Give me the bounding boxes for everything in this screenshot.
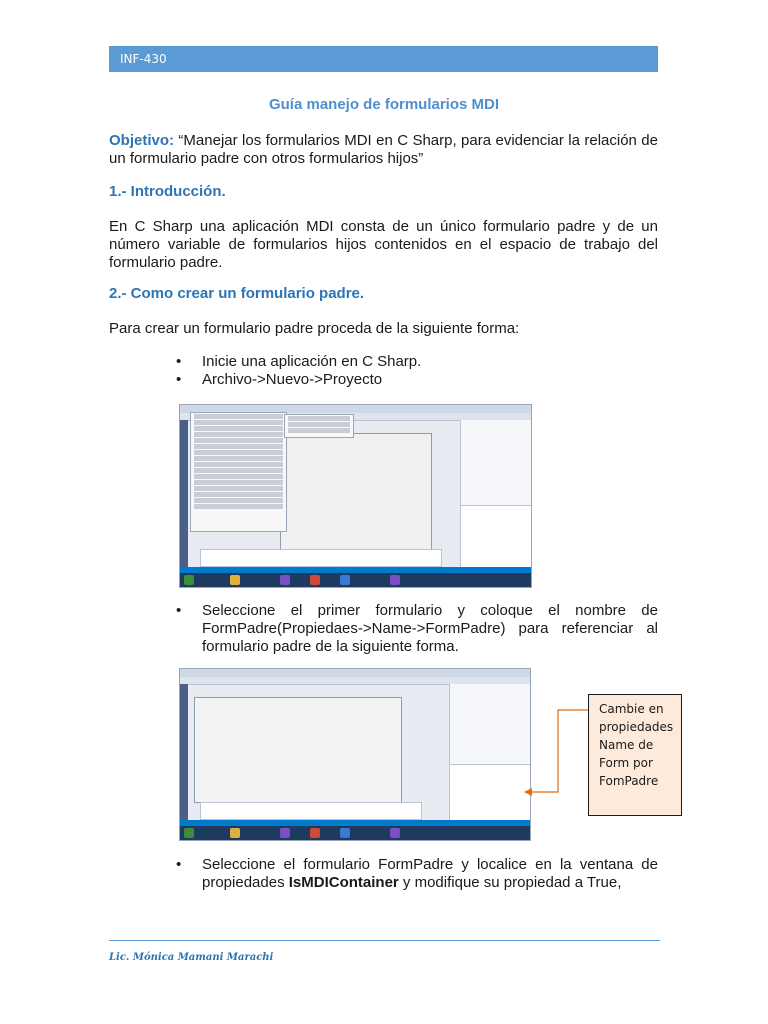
callout-arrow: [520, 700, 590, 800]
screenshot-new-project: [179, 404, 532, 588]
app-icon: [310, 828, 320, 838]
menu-bar: [180, 669, 530, 677]
header-bar: [109, 46, 658, 72]
bullet-item: Seleccione el primer formulario y coloque el nombre de FormPadre(Propiedaes->Name->FormPadre) para referenciar al formulario padre de la siguiente forma.: [202, 602, 658, 655]
output-panel: [200, 549, 442, 567]
bullet-dot: •: [176, 856, 182, 873]
document-title: Guía manejo de formularios MDI: [268, 96, 500, 113]
screenshot-form-designer: [179, 668, 531, 841]
properties-panel: [450, 764, 530, 820]
objective-label: Objetivo:: [109, 132, 175, 149]
bullet-dot: •: [176, 602, 182, 619]
section2-heading: 2.- Como crear un formulario padre.: [109, 285, 365, 302]
callout-line: Form por: [599, 756, 653, 770]
folder-icon: [230, 575, 240, 585]
submenu-new: [284, 414, 354, 438]
form-designer: [280, 433, 432, 553]
visual-studio-icon: [280, 828, 290, 838]
footer-author: Lic. Mónica Mamani Marachi: [109, 952, 274, 963]
callout-line: propiedades: [599, 720, 674, 734]
callout-box: [588, 694, 682, 816]
visual-studio-icon: [390, 575, 400, 585]
bullet4-text-a: Seleccione el formulario FormPadre y localice en la ventana de propiedades: [202, 856, 658, 891]
bullet-item: [202, 856, 658, 892]
folder-icon: [230, 828, 240, 838]
footer-divider: [109, 940, 660, 941]
app-icon: [340, 575, 350, 585]
objective-text: “Manejar los formularios MDI en C Sharp, para evidenciar la relación de un formulario padre con otros formularios hijos”: [109, 132, 658, 167]
form-designer: [194, 697, 402, 803]
bullet-dot: •: [176, 353, 182, 370]
bullet4-bold: IsMDIContainer: [288, 874, 399, 891]
visual-studio-icon: [280, 575, 290, 585]
file-menu: [190, 412, 287, 532]
start-icon: [184, 828, 194, 838]
side-panel: [180, 684, 188, 826]
objective-paragraph: [109, 132, 658, 168]
callout-line: Cambie en: [599, 702, 664, 716]
taskbar: [180, 826, 530, 840]
section1-heading: 1.- Introducción.: [109, 183, 226, 200]
taskbar: [180, 573, 531, 587]
bullet-dot: •: [176, 371, 182, 388]
visual-studio-icon: [390, 828, 400, 838]
app-icon: [310, 575, 320, 585]
bullet4-text-b: y modifique su propiedad a True,: [398, 874, 622, 891]
output-panel: [200, 802, 422, 820]
callout-line: Name de: [599, 738, 654, 752]
app-icon: [340, 828, 350, 838]
bullet-item: Archivo->Nuevo->Proyecto: [202, 371, 383, 388]
start-icon: [184, 575, 194, 585]
bullet-item: Inicie una aplicación en C Sharp.: [202, 353, 422, 370]
section2-intro: Para crear un formulario padre proceda de la siguiente forma:: [109, 320, 520, 337]
side-panel: [180, 420, 188, 573]
properties-panel: [461, 505, 531, 567]
callout-line: FomPadre: [599, 774, 659, 788]
course-code: INF-430: [120, 52, 167, 66]
section1-text: En C Sharp una aplicación MDI consta de un único formulario padre y de un número variable de formularios hijos contenidos en el espacio de trabajo del formulario padre.: [109, 218, 658, 271]
